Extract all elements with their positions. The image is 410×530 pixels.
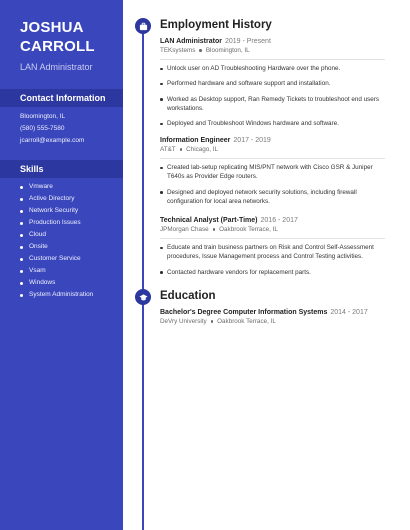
job-role: Information Engineer: [160, 137, 231, 144]
job-dates: 2017 - 2019: [233, 137, 271, 144]
job-bullets: [160, 243, 385, 277]
job-role: LAN Administrator: [160, 38, 222, 45]
job-location: Bloomington, IL: [205, 47, 250, 54]
sidebar: [0, 0, 123, 530]
skill-item: Production Issues: [20, 217, 93, 229]
candidate-title: LAN Administrator: [20, 62, 93, 72]
divider: [160, 238, 385, 239]
job-bullet: Designed and deployed network security solutions, including firewall configuration for local area networks.: [160, 188, 385, 207]
skill-item: Customer Service: [20, 253, 93, 265]
job-company: JPMorgan Chase: [160, 226, 209, 233]
contact-phone: (580) 555-7580: [20, 125, 65, 132]
skills-list: [20, 181, 93, 301]
education-heading: Education: [160, 290, 216, 302]
separator-dot: [213, 228, 216, 231]
education-entry: [160, 309, 385, 325]
job-location: Oakbrook Terrace, IL: [219, 226, 278, 233]
contact-email[interactable]: jcarroll@example.com: [20, 137, 85, 144]
employment-icon-badge: [135, 18, 151, 34]
graduation-cap-icon: [139, 293, 148, 302]
job-entry: [160, 217, 385, 283]
contact-location: Bloomington, IL: [20, 113, 66, 120]
skill-item: Onsite: [20, 241, 93, 253]
separator-dot: [211, 320, 214, 323]
job-entry: [160, 38, 385, 134]
skill-item: Cloud: [20, 229, 93, 241]
job-bullet: Performed hardware and software support and installation.: [160, 79, 385, 88]
skill-item: Vmware: [20, 181, 93, 193]
skill-item: Vsam: [20, 265, 93, 277]
divider: [160, 158, 385, 159]
job-bullets: [160, 64, 385, 128]
skill-item: System Administration: [20, 289, 93, 301]
timeline-line: [142, 20, 144, 530]
job-bullets: [160, 163, 385, 206]
separator-dot: [180, 148, 183, 151]
job-location: Chicago, IL: [186, 146, 218, 153]
job-bullet: Deployed and Troubleshoot Windows hardware and software.: [160, 119, 385, 128]
divider: [160, 59, 385, 60]
job-entry: [160, 137, 385, 212]
contact-heading: Contact Information: [0, 89, 123, 107]
job-bullet: Unlock user on AD Troubleshooting Hardware over the phone.: [160, 64, 385, 73]
candidate-name: JOSHUA CARROLL: [20, 19, 95, 55]
job-company: TEKsystems: [160, 47, 196, 54]
job-bullet: Created lab-setup replicating MIS/PNT network with Cisco GSR & Juniper T640s as Provider Edge routers.: [160, 163, 385, 182]
job-bullet: Educate and train business partners on Risk and Control Self-Assessment procedures, Issue Management process and Control Testing activities.: [160, 243, 385, 262]
skill-item: Windows: [20, 277, 93, 289]
job-dates: 2016 - 2017: [260, 217, 298, 224]
education-location: Oakbrook Terrace, IL: [217, 318, 276, 325]
job-company: AT&T: [160, 146, 176, 153]
education-dates: 2014 - 2017: [330, 309, 368, 316]
skills-heading: Skills: [0, 160, 123, 178]
skill-item: Active Directory: [20, 193, 93, 205]
skill-item: Network Security: [20, 205, 93, 217]
job-bullet: Contacted hardware vendors for replacement parts.: [160, 268, 385, 277]
job-role: Technical Analyst (Part-Time): [160, 217, 258, 224]
briefcase-icon: [139, 22, 148, 31]
education-degree: Bachelor's Degree Computer Information Systems: [160, 309, 328, 316]
education-school: DeVry University: [160, 318, 207, 325]
separator-dot: [199, 49, 202, 52]
employment-heading: Employment History: [160, 19, 272, 31]
job-dates: 2019 - Present: [224, 38, 271, 45]
job-bullet: Worked as Desktop support, Ran Remedy Tickets to troubleshoot end users workstations.: [160, 95, 385, 114]
education-icon-badge: [135, 289, 151, 305]
